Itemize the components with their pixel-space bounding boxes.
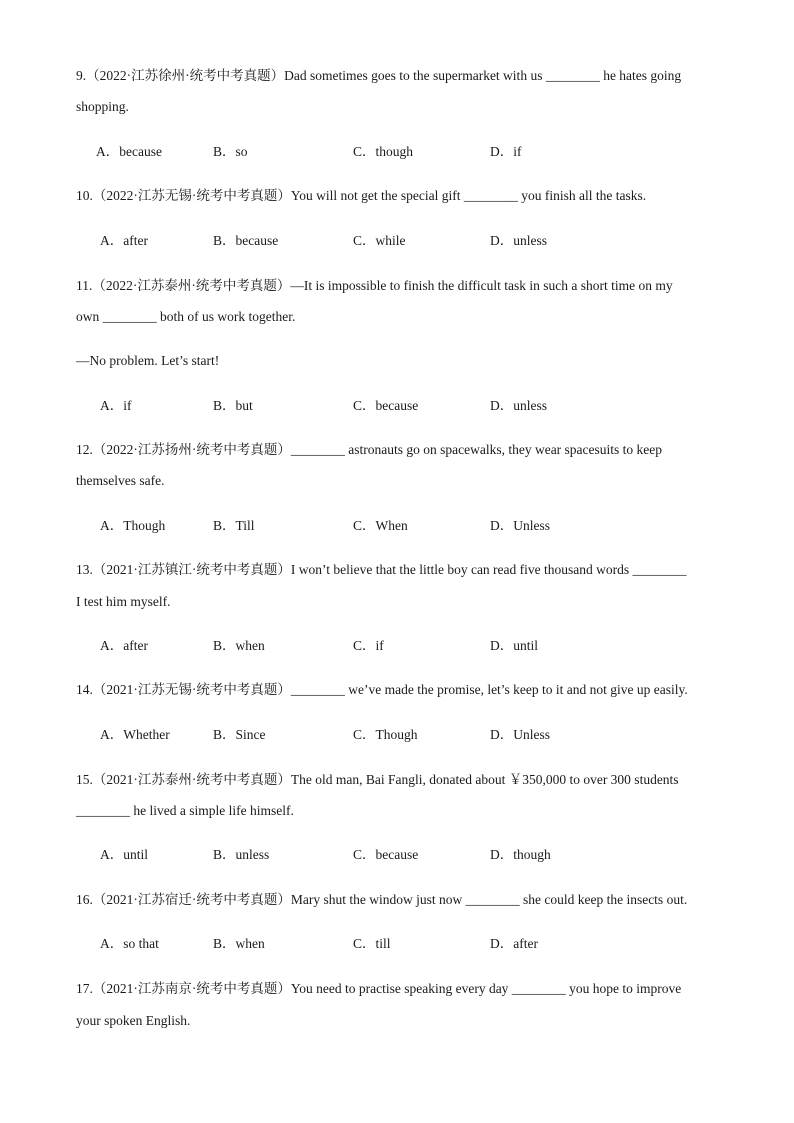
question-12-option-a: A．Though bbox=[100, 518, 166, 533]
question-15-stem-cont: ________ he lived a simple life himself. bbox=[76, 803, 294, 818]
question-11-stem-cont: own ________ both of us work together. bbox=[76, 309, 296, 324]
question-16-stem: 16.（2021·江苏宿迁·统考中考真题）Mary shut the window just now ________ she could keep the insects out. bbox=[76, 892, 688, 907]
question-13-option-c: C．if bbox=[353, 638, 384, 653]
question-15-stem: 15.（2021·江苏泰州·统考中考真题）The old man, Bai Fangli, donated about ￥350,000 to over 300 students bbox=[76, 772, 679, 787]
question-12-stem: 12.（2022·江苏扬州·统考中考真题）________ astronauts go on spacewalks, they wear spacesuits to keep bbox=[76, 442, 663, 457]
question-12-option-b: B．Till bbox=[213, 518, 255, 533]
question-14-option-a: A．Whether bbox=[100, 727, 170, 742]
question-11-reply: —No problem. Let’s start! bbox=[76, 353, 220, 368]
question-14-option-d: D．Unless bbox=[490, 727, 550, 742]
question-16-option-b: B．when bbox=[213, 936, 265, 951]
question-14-stem: 14.（2021·江苏无锡·统考中考真题）________ we’ve made the promise, let’s keep to it and not give up easily. bbox=[76, 682, 688, 697]
question-13-stem: 13.（2021·江苏镇江·统考中考真题）I won’t believe that the little boy can read five thousand words ________ bbox=[76, 562, 687, 577]
question-11-option-b: B．but bbox=[213, 398, 253, 413]
question-14-option-b: B．Since bbox=[213, 727, 266, 742]
question-13-option-a: A．after bbox=[100, 638, 148, 653]
question-15-option-c: C．because bbox=[353, 847, 419, 862]
question-12-stem-cont: themselves safe. bbox=[76, 473, 165, 488]
question-11-option-d: D．unless bbox=[490, 398, 547, 413]
question-14-option-c: C．Though bbox=[353, 727, 418, 742]
question-17-stem-cont: your spoken English. bbox=[76, 1013, 191, 1028]
question-9-option-a: A．because bbox=[96, 144, 162, 159]
question-15-option-b: B．unless bbox=[213, 847, 270, 862]
question-9-option-b: B．so bbox=[213, 144, 248, 159]
question-10-option-a: A．after bbox=[100, 233, 148, 248]
question-13-stem-cont: I test him myself. bbox=[76, 594, 171, 609]
question-10-option-b: B．because bbox=[213, 233, 279, 248]
question-16-option-d: D．after bbox=[490, 936, 538, 951]
question-12-option-c: C．When bbox=[353, 518, 408, 533]
question-12-option-d: D．Unless bbox=[490, 518, 550, 533]
question-16-option-a: A．so that bbox=[100, 936, 159, 951]
question-17-stem: 17.（2021·江苏南京·统考中考真题）You need to practise speaking every day ________ you hope to improve bbox=[76, 981, 682, 996]
question-11-stem: 11.（2022·江苏泰州·统考中考真题）—It is impossible to finish the difficult task in such a short time on my bbox=[76, 278, 673, 293]
question-10-stem: 10.（2022·江苏无锡·统考中考真题）You will not get the special gift ________ you finish all the tasks. bbox=[76, 188, 647, 203]
question-9-stem: 9.（2022·江苏徐州·统考中考真题）Dad sometimes goes to the supermarket with us ________ he hates going bbox=[76, 68, 682, 83]
question-15-option-a: A．until bbox=[100, 847, 149, 862]
question-13-option-d: D．until bbox=[490, 638, 539, 653]
question-10-option-d: D．unless bbox=[490, 233, 547, 248]
question-15-option-d: D．though bbox=[490, 847, 551, 862]
question-11-option-c: C．because bbox=[353, 398, 419, 413]
question-9-stem-cont: shopping. bbox=[76, 99, 129, 114]
question-9-option-c: C．though bbox=[353, 144, 414, 159]
question-9-option-d: D．if bbox=[490, 144, 522, 159]
question-16-option-c: C．till bbox=[353, 936, 391, 951]
question-13-option-b: B．when bbox=[213, 638, 265, 653]
question-10-option-c: C．while bbox=[353, 233, 406, 248]
question-11-option-a: A．if bbox=[100, 398, 132, 413]
